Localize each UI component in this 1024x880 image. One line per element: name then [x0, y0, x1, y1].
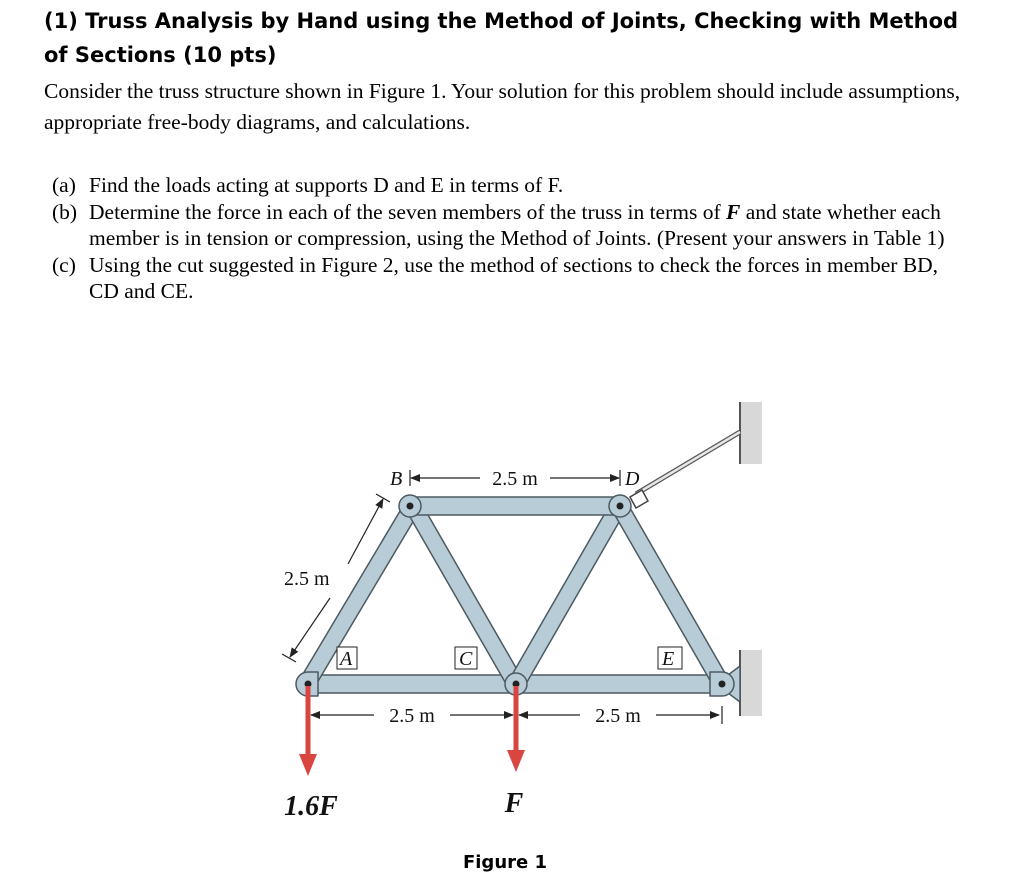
part-text-emph: F: [726, 199, 741, 224]
part-label: (a): [52, 173, 76, 197]
part-text: Find the loads acting at supports D and E in terms of F.: [89, 173, 564, 197]
figure-caption: Figure 1: [462, 852, 548, 873]
part-c: [52, 252, 952, 305]
member-AB: [300, 501, 420, 688]
part-b: [52, 199, 952, 252]
joint-label-A: A: [340, 648, 353, 670]
member-AC: [308, 675, 516, 693]
cable-clamp: [630, 490, 648, 508]
part-text: [89, 199, 952, 252]
load-arrow-C-head: [507, 750, 525, 772]
dim-label-bottom-left: 2.5 m: [389, 705, 435, 727]
pin-D: [617, 503, 624, 510]
problem-parts: [52, 172, 952, 305]
load-label-C: F: [504, 788, 524, 819]
part-text-before: Determine the force in each of the seven members of the truss in terms of: [89, 199, 727, 224]
part-a: [52, 172, 952, 199]
joint-label-E: E: [662, 648, 675, 670]
part-label: (c): [52, 252, 76, 277]
pin-B: [407, 503, 414, 510]
dim-label-bottom-right: 2.5 m: [595, 705, 641, 727]
load-arrow-A-head: [299, 754, 317, 776]
cable-d-support-core: [636, 432, 740, 494]
dim-slant-tick-bottom: [282, 654, 296, 662]
truss-figure: [0, 380, 1024, 850]
part-text-after: and state whether each member is in tension or compression, using the Method of Joints. (Present your answers in Table 1): [89, 199, 945, 250]
pin-E: [719, 681, 726, 688]
member-BD: [406, 497, 626, 515]
dim-label-top: 2.5 m: [492, 468, 538, 490]
part-label: (b): [52, 199, 78, 224]
load-arrows: [299, 686, 525, 776]
problem-intro: Consider the truss structure shown in Figure 1. Your solution for this problem should include assumptions, appropriate free-body diagrams, and calculations.: [44, 79, 961, 134]
part-text: Using the cut suggested in Figure 2, use the method of sections to check the forces in member BD, CD and CE.: [89, 252, 939, 303]
member-CD: [509, 501, 626, 689]
joint-label-D: D: [625, 468, 640, 490]
wall-top-right: [740, 402, 762, 464]
wall-bottom-right: [740, 650, 762, 716]
joint-label-B: B: [390, 468, 403, 490]
dim-label-slant: 2.5 m: [284, 568, 330, 590]
problem-title: (1) Truss Analysis by Hand using the Method of Joints, Checking with Method of Sections (10 pts): [44, 9, 959, 67]
member-CE: [516, 675, 722, 693]
joint-label-C: C: [459, 648, 473, 670]
load-label-A: 1.6F: [284, 791, 338, 822]
dim-slant-tick-top: [376, 494, 390, 502]
